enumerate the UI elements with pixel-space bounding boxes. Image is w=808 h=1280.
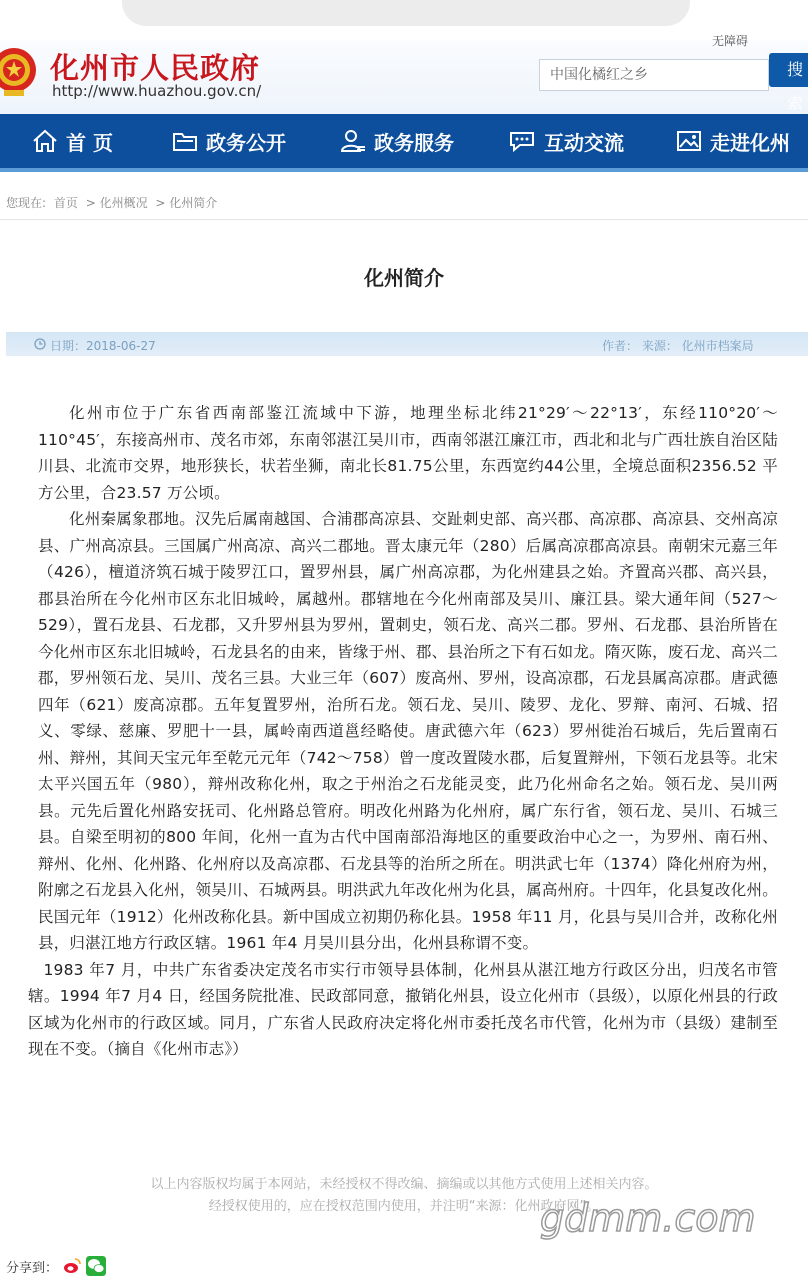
accessibility-link[interactable]: 无障碍 <box>712 34 749 48</box>
nav-label: 政务服务 <box>374 130 454 155</box>
main-nav <box>0 114 808 172</box>
page-title: 化州简介 <box>364 266 444 290</box>
browser-top-bar <box>0 0 808 44</box>
nav-item-about-huazhou[interactable] <box>676 114 790 168</box>
weibo-icon[interactable] <box>62 1256 82 1276</box>
chat-icon <box>508 129 536 153</box>
article-paragraph: 化州秦属象郡地。汉先后属南越国、合浦郡高凉县、交趾刺史部、高兴郡、高凉郡、高凉县、交州高凉县、广州高凉县。三国属广州高凉、高兴二郡地。晋太康元年（280）后属高凉郡高凉县。南朝宋元嘉三年（426），檀道济筑石城于陵罗江口，置罗州县，属广州高凉郡，为化州建县之始。齐置高兴郡、高兴县，郡县治所在今化州市区东北旧城岭，属越州。郡辖地在今化州南部及吴川、廉江县。梁大通年间（527～529），置石龙县、石龙郡，又升罗州县为罗州，置刺史，领石龙、高兴二郡。罗州、石龙郡、县治所皆在今化州市区东北旧城岭，石龙县名的由来，皆缘于州、郡、县治所之下有石如龙。隋灭陈，废石龙、高兴二郡，罗州领石龙、吴川、茂名三县。大业三年（607）废高州、罗州，设高凉郡，石龙县属高凉郡。唐武德四年（621）废高凉郡。五年复置罗州，治所石龙。领石龙、吴川、陵罗、龙化、罗辩、南河、石城、招义、零绿、慈廉、罗肥十一县，属岭南西道邕经略使。唐武德六年（623）罗州徙治石城后，先后置南石州、辩州，其间天宝元年至乾元元年（742～758）曾一度改置陵水郡，后复置辩州，下领石龙县等。北宋太平兴国五年（980），辩州改称化州，取之于州治之石龙能灵变，此乃化州命名之始。领石龙、吴川两县。元先后置化州路安抚司、化州路总管府。明改化州路为化州府，属广东行省，领石龙、吴川、石城三县。自梁至明初的800 年间，化州一直为古代中国南部沿海地区的重要政治中心之一，为罗州、南石州、辩州、化州、化州路、化州府以及高凉郡、石龙县等的治所之所在。明洪武七年（1374）降化州府为州，附廓之石龙县入化州，领吴川、石城两县。明洪武九年改化州为化县，属高州府。十四年，化县复改化州。民国元年（1912）化州改称化县。新中国成立初期仍称化县。1958 年11 月，化县与吴川合并，改称化州县，归湛江地方行政区辖。1961 年4 月吴川县分出，化州县称谓不变。 <box>38 510 778 952</box>
home-icon <box>32 129 58 153</box>
article-paragraph: 1983 年7 月，中共广东省委决定茂名市实行市领导县体制，化州县从湛江地方行政区分出，归茂名市管辖。1994 年7 月4 日，经国务院批准、民政部同意，撤销化州县，设立化州市（县级），以原化州县的行政区域为化州市的行政区域。同月，广东省人民政府决定将化州市委托茂名市代管，化州为市（县级）建制至现在不变。（摘自《化州市志》） <box>28 960 778 1058</box>
nav-label: 首 页 <box>66 130 113 155</box>
article-meta: 作者： 来源： 化州市档案局 <box>602 339 754 353</box>
site-name[interactable]: 化州市人民政府 <box>50 51 261 85</box>
copyright-line: 以上内容版权均属于本网站，未经授权不得改编、摘编或以其他方式使用上述相关内容。 <box>150 1177 658 1192</box>
breadcrumb <box>6 194 221 211</box>
breadcrumb-overview[interactable]: > 化州概况 <box>85 196 148 210</box>
national-emblem-icon <box>0 44 38 100</box>
picture-icon <box>676 129 702 153</box>
clock-icon <box>34 338 46 350</box>
share-label: 分享到： <box>6 1260 59 1276</box>
person-icon <box>340 129 366 153</box>
nav-item-gov-services[interactable] <box>340 114 454 168</box>
search-input[interactable]: 中国化橘红之乡 <box>539 59 769 91</box>
browser-notch <box>122 0 690 26</box>
nav-item-home[interactable] <box>32 114 113 168</box>
breadcrumb-intro[interactable]: > 化州简介 <box>155 196 218 210</box>
nav-label: 走进化州 <box>710 130 790 155</box>
nav-item-interaction[interactable] <box>508 114 624 168</box>
site-url[interactable]: http://www.huazhou.gov.cn/ <box>52 82 262 100</box>
article-body <box>28 400 778 1063</box>
article-date: 日期：2018-06-27 <box>50 339 156 353</box>
watermark: gdmm.com <box>540 1196 756 1240</box>
site-header <box>0 34 808 114</box>
nav-label: 政务公开 <box>206 130 286 155</box>
article-paragraph: 化州市位于广东省西南部鉴江流域中下游，地理坐标北纬21°29′～22°13′，东经110°20′～110°45′，东接高州市、茂名市郊，东南邻湛江吴川市，西南邻湛江廉江市，西北和北与广西壮族自治区陆川县、北流市交界，地形狭长，状若坐狮，南北长81.75公里，东西宽约44公里，全境总面积2356.52 平方公里，合23.57 万公顷。 <box>38 404 778 502</box>
copyright-line: 经授权使用的，应在授权范围内使用，并注明“来源：化州政府网”。 <box>208 1199 600 1214</box>
wechat-icon[interactable] <box>86 1256 106 1276</box>
nav-item-gov-affairs[interactable] <box>172 114 286 168</box>
breadcrumb-prefix: 您现在: <box>6 196 47 210</box>
search-button[interactable]: 搜索 <box>769 53 808 87</box>
nav-label: 互动交流 <box>544 130 624 155</box>
share-bar <box>6 1256 106 1276</box>
divider <box>0 219 808 220</box>
article-info-bar <box>6 332 808 356</box>
folder-icon <box>172 129 198 153</box>
breadcrumb-home[interactable]: 首页 <box>53 196 78 210</box>
